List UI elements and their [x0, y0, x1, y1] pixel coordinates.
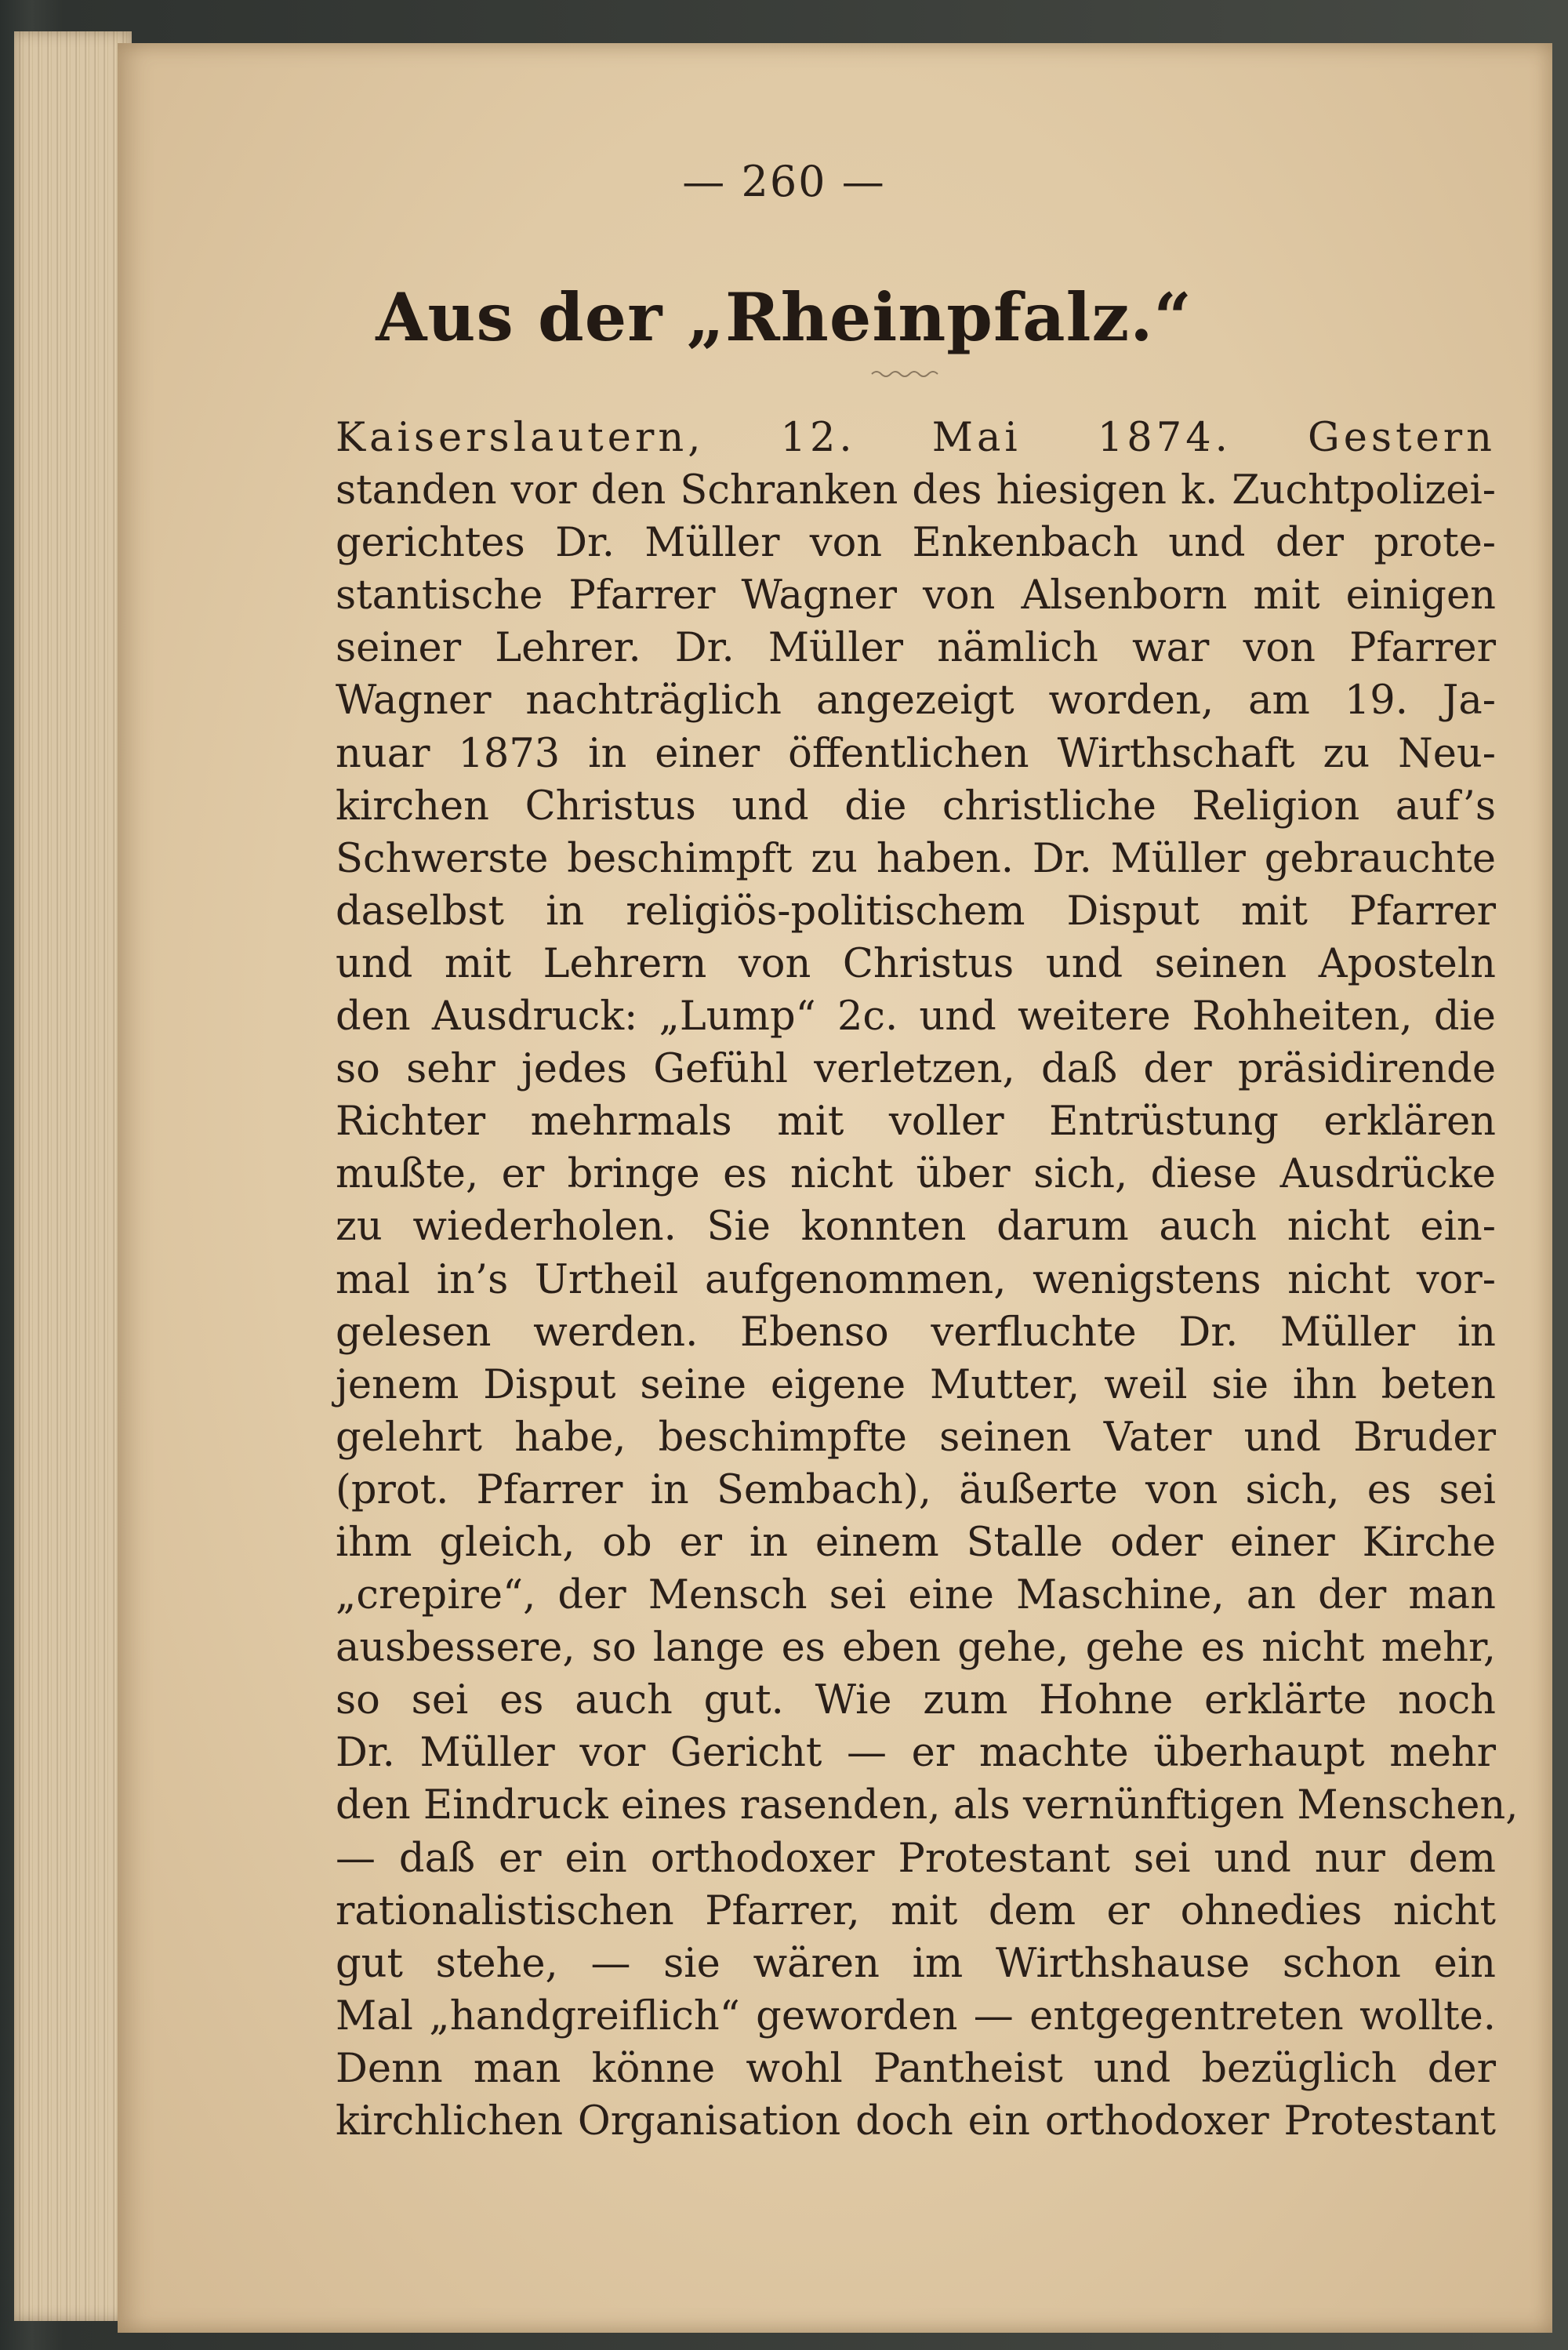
text-line: gelesen werden. Ebenso verfluchte Dr. Müller in — [336, 1309, 1496, 1356]
text-line: den Ausdruck: „Lump“ 2c. und weitere Rohheiten, die — [336, 993, 1496, 1041]
text-line: (prot. Pfarrer in Sembach), äußerte von sich, es sei — [336, 1466, 1496, 1513]
text-line: mußte, er bringe es nicht über sich, diese Ausdrücke — [336, 1151, 1496, 1198]
text-line: seiner Lehrer. Dr. Müller nämlich war von Pfarrer — [336, 625, 1496, 672]
text-line: Mal „handgreiflich“ geworden — entgegentreten wollte. — [336, 1992, 1496, 2039]
text-line: gut stehe, — sie wären im Wirthshause schon ein — [336, 1940, 1496, 1987]
text-line: so sei es auch gut. Wie zum Hohne erklärte noch — [336, 1677, 1496, 1724]
text-line: mal in’s Urtheil aufgenommen, wenigstens nicht vor- — [336, 1256, 1496, 1303]
article-body — [336, 412, 1519, 2148]
text-line: Denn man könne wohl Pantheist und bezüglich der — [336, 2045, 1496, 2092]
page-number: — 260 — — [682, 157, 886, 206]
text-line: standen vor den Schranken des hiesigen k. Zuchtpolizei- — [336, 467, 1496, 514]
text-line: „crepire“, der Mensch sei eine Maschine, an der man — [336, 1572, 1496, 1619]
text-line: Kaiserslautern, 12. Mai 1874. Gestern — [336, 415, 1496, 461]
text-line: Wagner nachträglich angezeigt worden, am 19. Ja- — [336, 677, 1496, 725]
text-line: und mit Lehrern von Christus und seinen Aposteln — [336, 940, 1496, 987]
text-line: rationalistischen Pfarrer, mit dem er ohnedies nicht — [336, 1887, 1496, 1934]
page-edges — [14, 31, 132, 2321]
text-line: ihm gleich, ob er in einem Stalle oder einer Kirche — [336, 1519, 1496, 1566]
text-line: stantische Pfarrer Wagner von Alsenborn mit einigen — [336, 572, 1496, 619]
text-line: jenem Disput seine eigene Mutter, weil sie ihn beten — [336, 1361, 1496, 1408]
text-line: gerichtes Dr. Müller von Enkenbach und der prote- — [336, 520, 1496, 567]
text-line: — daß er ein orthodoxer Protestant sei und nur dem — [336, 1835, 1496, 1882]
text-line: kirchen Christus und die christliche Religion auf’s — [336, 783, 1496, 830]
text-line: zu wiederholen. Sie konnten darum auch nicht ein- — [336, 1204, 1496, 1251]
text-line: gelehrt habe, beschimpfte seinen Vater und Bruder — [336, 1414, 1496, 1461]
text-line: daselbst in religiös-politischem Disput mit Pfarrer — [336, 888, 1496, 935]
text-line: Schwerste beschimpft zu haben. Dr. Müller gebrauchte — [336, 835, 1496, 882]
text-line: kirchlichen Organisation doch ein orthodoxer Protestant — [336, 2098, 1496, 2145]
text-line: nuar 1873 in einer öffentlichen Wirthschaft zu Neu- — [336, 730, 1496, 777]
text-line: Richter mehrmals mit voller Entrüstung erklären — [336, 1099, 1496, 1146]
text-line: den Eindruck eines rasenden, als vernünftigen Menschen, — [336, 1782, 1519, 1829]
section-heading: Aus der „Rheinpfalz.“ — [376, 278, 1192, 356]
heading-ornament — [870, 369, 941, 380]
text-line: so sehr jedes Gefühl verletzen, daß der präsidirende — [336, 1046, 1496, 1093]
text-line: ausbessere, so lange es eben gehe, gehe es nicht mehr, — [336, 1625, 1496, 1672]
text-line: Dr. Müller vor Gericht — er machte überhaupt mehr — [336, 1730, 1496, 1777]
